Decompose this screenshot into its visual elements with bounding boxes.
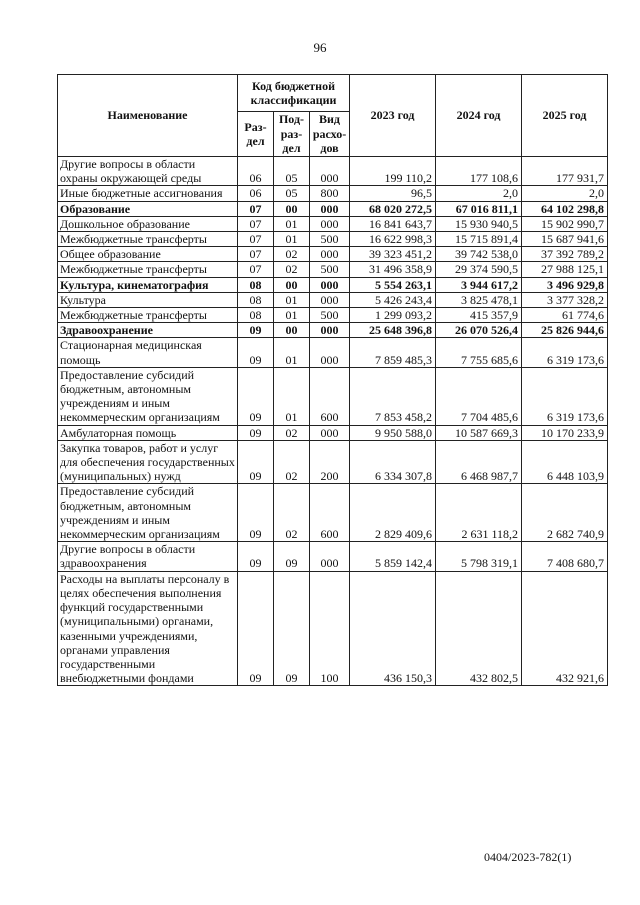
row-subsection: 05 bbox=[274, 157, 310, 186]
row-expense-type: 800 bbox=[310, 186, 350, 201]
row-value-2024: 29 374 590,5 bbox=[436, 262, 522, 277]
row-value-2023: 436 150,3 bbox=[350, 571, 436, 686]
row-expense-type: 000 bbox=[310, 216, 350, 231]
row-name: Стационарная медицинская помощь bbox=[58, 338, 238, 367]
row-value-2024: 5 798 319,1 bbox=[436, 542, 522, 571]
row-value-2024: 15 930 940,5 bbox=[436, 216, 522, 231]
row-section: 07 bbox=[238, 216, 274, 231]
row-expense-type: 100 bbox=[310, 571, 350, 686]
row-expense-type: 500 bbox=[310, 262, 350, 277]
row-value-2023: 199 110,2 bbox=[350, 157, 436, 186]
row-name: Межбюджетные трансферты bbox=[58, 232, 238, 247]
table-row bbox=[58, 232, 608, 247]
row-section: 07 bbox=[238, 247, 274, 262]
row-subsection: 01 bbox=[274, 216, 310, 231]
row-value-2024: 39 742 538,0 bbox=[436, 247, 522, 262]
row-section: 07 bbox=[238, 201, 274, 216]
table-row bbox=[58, 308, 608, 323]
row-subsection: 01 bbox=[274, 232, 310, 247]
row-expense-type: 000 bbox=[310, 277, 350, 292]
row-value-2024: 6 468 987,7 bbox=[436, 440, 522, 484]
row-section: 09 bbox=[238, 484, 274, 542]
row-expense-type: 000 bbox=[310, 247, 350, 262]
row-expense-type: 000 bbox=[310, 338, 350, 367]
row-subsection: 02 bbox=[274, 247, 310, 262]
row-value-2025: 15 687 941,6 bbox=[522, 232, 608, 247]
row-value-2025: 2 682 740,9 bbox=[522, 484, 608, 542]
table-row bbox=[58, 186, 608, 201]
row-value-2023: 7 859 485,3 bbox=[350, 338, 436, 367]
row-subsection: 01 bbox=[274, 367, 310, 425]
row-value-2023: 25 648 396,8 bbox=[350, 323, 436, 338]
row-section: 08 bbox=[238, 308, 274, 323]
row-value-2024: 7 755 685,6 bbox=[436, 338, 522, 367]
header-name: Наименование bbox=[58, 75, 238, 157]
row-section: 09 bbox=[238, 367, 274, 425]
row-value-2025: 15 902 990,7 bbox=[522, 216, 608, 231]
row-value-2024: 26 070 526,4 bbox=[436, 323, 522, 338]
header-section: Раз- дел bbox=[238, 112, 274, 157]
row-subsection: 02 bbox=[274, 440, 310, 484]
row-subsection: 09 bbox=[274, 571, 310, 686]
row-subsection: 00 bbox=[274, 323, 310, 338]
table-row bbox=[58, 201, 608, 216]
row-value-2024: 67 016 811,1 bbox=[436, 201, 522, 216]
row-value-2023: 9 950 588,0 bbox=[350, 425, 436, 440]
table-row bbox=[58, 571, 608, 686]
row-value-2025: 6 448 103,9 bbox=[522, 440, 608, 484]
row-expense-type: 200 bbox=[310, 440, 350, 484]
row-name: Образование bbox=[58, 201, 238, 216]
row-value-2023: 7 853 458,2 bbox=[350, 367, 436, 425]
row-value-2024: 2,0 bbox=[436, 186, 522, 201]
table-row bbox=[58, 484, 608, 542]
row-subsection: 01 bbox=[274, 308, 310, 323]
row-value-2024: 2 631 118,2 bbox=[436, 484, 522, 542]
row-subsection: 00 bbox=[274, 277, 310, 292]
row-section: 09 bbox=[238, 425, 274, 440]
table-row bbox=[58, 277, 608, 292]
header-subsection: Под- раз- дел bbox=[274, 112, 310, 157]
header-2024: 2024 год bbox=[436, 75, 522, 157]
row-value-2023: 68 020 272,5 bbox=[350, 201, 436, 216]
row-value-2025: 25 826 944,6 bbox=[522, 323, 608, 338]
row-subsection: 01 bbox=[274, 292, 310, 307]
row-value-2023: 96,5 bbox=[350, 186, 436, 201]
row-value-2025: 27 988 125,1 bbox=[522, 262, 608, 277]
row-expense-type: 000 bbox=[310, 425, 350, 440]
row-subsection: 09 bbox=[274, 542, 310, 571]
table-row bbox=[58, 425, 608, 440]
row-value-2025: 432 921,6 bbox=[522, 571, 608, 686]
row-subsection: 02 bbox=[274, 425, 310, 440]
row-expense-type: 000 bbox=[310, 323, 350, 338]
header-expense-type: Вид расхо- дов bbox=[310, 112, 350, 157]
row-section: 09 bbox=[238, 542, 274, 571]
row-value-2023: 39 323 451,2 bbox=[350, 247, 436, 262]
row-expense-type: 000 bbox=[310, 542, 350, 571]
header-2023: 2023 год bbox=[350, 75, 436, 157]
table-body bbox=[58, 157, 608, 686]
row-value-2023: 1 299 093,2 bbox=[350, 308, 436, 323]
row-value-2025: 3 377 328,2 bbox=[522, 292, 608, 307]
row-name: Другие вопросы в области здравоохранения bbox=[58, 542, 238, 571]
table-row bbox=[58, 323, 608, 338]
row-subsection: 02 bbox=[274, 484, 310, 542]
row-name: Предоставление субсидий бюджетным, автономным учреждениям и иным некоммерческим организациям bbox=[58, 367, 238, 425]
row-value-2025: 6 319 173,6 bbox=[522, 338, 608, 367]
header-2025: 2025 год bbox=[522, 75, 608, 157]
table-row bbox=[58, 262, 608, 277]
row-value-2024: 415 357,9 bbox=[436, 308, 522, 323]
row-value-2025: 3 496 929,8 bbox=[522, 277, 608, 292]
row-name: Предоставление субсидий бюджетным, автономным учреждениям и иным некоммерческим организациям bbox=[58, 484, 238, 542]
row-expense-type: 000 bbox=[310, 157, 350, 186]
table-row bbox=[58, 247, 608, 262]
table-header bbox=[58, 75, 608, 157]
row-name: Культура bbox=[58, 292, 238, 307]
row-subsection: 05 bbox=[274, 186, 310, 201]
row-section: 06 bbox=[238, 186, 274, 201]
row-subsection: 01 bbox=[274, 338, 310, 367]
row-section: 09 bbox=[238, 323, 274, 338]
row-value-2024: 3 944 617,2 bbox=[436, 277, 522, 292]
row-expense-type: 600 bbox=[310, 484, 350, 542]
row-name: Здравоохранение bbox=[58, 323, 238, 338]
row-value-2025: 2,0 bbox=[522, 186, 608, 201]
row-value-2023: 16 622 998,3 bbox=[350, 232, 436, 247]
row-name: Иные бюджетные ассигнования bbox=[58, 186, 238, 201]
row-section: 07 bbox=[238, 232, 274, 247]
table-row bbox=[58, 292, 608, 307]
row-value-2025: 37 392 789,2 bbox=[522, 247, 608, 262]
row-expense-type: 500 bbox=[310, 232, 350, 247]
table-row bbox=[58, 542, 608, 571]
document-code: 0404/2023-782(1) bbox=[484, 850, 572, 864]
row-value-2025: 64 102 298,8 bbox=[522, 201, 608, 216]
row-section: 08 bbox=[238, 292, 274, 307]
header-code-group: Код бюджетной классификации bbox=[238, 75, 350, 112]
row-section: 07 bbox=[238, 262, 274, 277]
row-value-2023: 6 334 307,8 bbox=[350, 440, 436, 484]
row-section: 08 bbox=[238, 277, 274, 292]
row-section: 09 bbox=[238, 338, 274, 367]
row-expense-type: 000 bbox=[310, 201, 350, 216]
row-section: 09 bbox=[238, 440, 274, 484]
row-value-2023: 5 554 263,1 bbox=[350, 277, 436, 292]
row-name: Амбулаторная помощь bbox=[58, 425, 238, 440]
row-expense-type: 000 bbox=[310, 292, 350, 307]
row-subsection: 02 bbox=[274, 262, 310, 277]
row-value-2023: 5 426 243,4 bbox=[350, 292, 436, 307]
row-expense-type: 500 bbox=[310, 308, 350, 323]
row-value-2024: 432 802,5 bbox=[436, 571, 522, 686]
row-value-2024: 177 108,6 bbox=[436, 157, 522, 186]
row-name: Общее образование bbox=[58, 247, 238, 262]
row-section: 09 bbox=[238, 571, 274, 686]
row-value-2024: 3 825 478,1 bbox=[436, 292, 522, 307]
row-value-2024: 10 587 669,3 bbox=[436, 425, 522, 440]
table-row bbox=[58, 338, 608, 367]
table-row bbox=[58, 440, 608, 484]
row-value-2025: 7 408 680,7 bbox=[522, 542, 608, 571]
row-value-2023: 2 829 409,6 bbox=[350, 484, 436, 542]
row-value-2024: 7 704 485,6 bbox=[436, 367, 522, 425]
row-section: 06 bbox=[238, 157, 274, 186]
page-number: 96 bbox=[313, 40, 327, 55]
row-value-2025: 61 774,6 bbox=[522, 308, 608, 323]
row-subsection: 00 bbox=[274, 201, 310, 216]
row-value-2023: 16 841 643,7 bbox=[350, 216, 436, 231]
row-value-2024: 15 715 891,4 bbox=[436, 232, 522, 247]
row-value-2023: 5 859 142,4 bbox=[350, 542, 436, 571]
row-value-2025: 177 931,7 bbox=[522, 157, 608, 186]
budget-table bbox=[57, 74, 608, 686]
row-name: Другие вопросы в области охраны окружающей среды bbox=[58, 157, 238, 186]
row-name: Расходы на выплаты персоналу в целях обеспечения выполнения функций государственными (муниципальными) органами, казенными учреждениями, органами управления государственными внебюджетными фондами bbox=[58, 571, 238, 686]
row-name: Закупка товаров, работ и услуг для обеспечения государственных (муниципальных) нужд bbox=[58, 440, 238, 484]
table-row bbox=[58, 216, 608, 231]
row-name: Межбюджетные трансферты bbox=[58, 262, 238, 277]
table-row bbox=[58, 157, 608, 186]
row-value-2025: 10 170 233,9 bbox=[522, 425, 608, 440]
row-expense-type: 600 bbox=[310, 367, 350, 425]
row-value-2025: 6 319 173,6 bbox=[522, 367, 608, 425]
row-value-2023: 31 496 358,9 bbox=[350, 262, 436, 277]
row-name: Дошкольное образование bbox=[58, 216, 238, 231]
row-name: Межбюджетные трансферты bbox=[58, 308, 238, 323]
row-name: Культура, кинематография bbox=[58, 277, 238, 292]
table-row bbox=[58, 367, 608, 425]
